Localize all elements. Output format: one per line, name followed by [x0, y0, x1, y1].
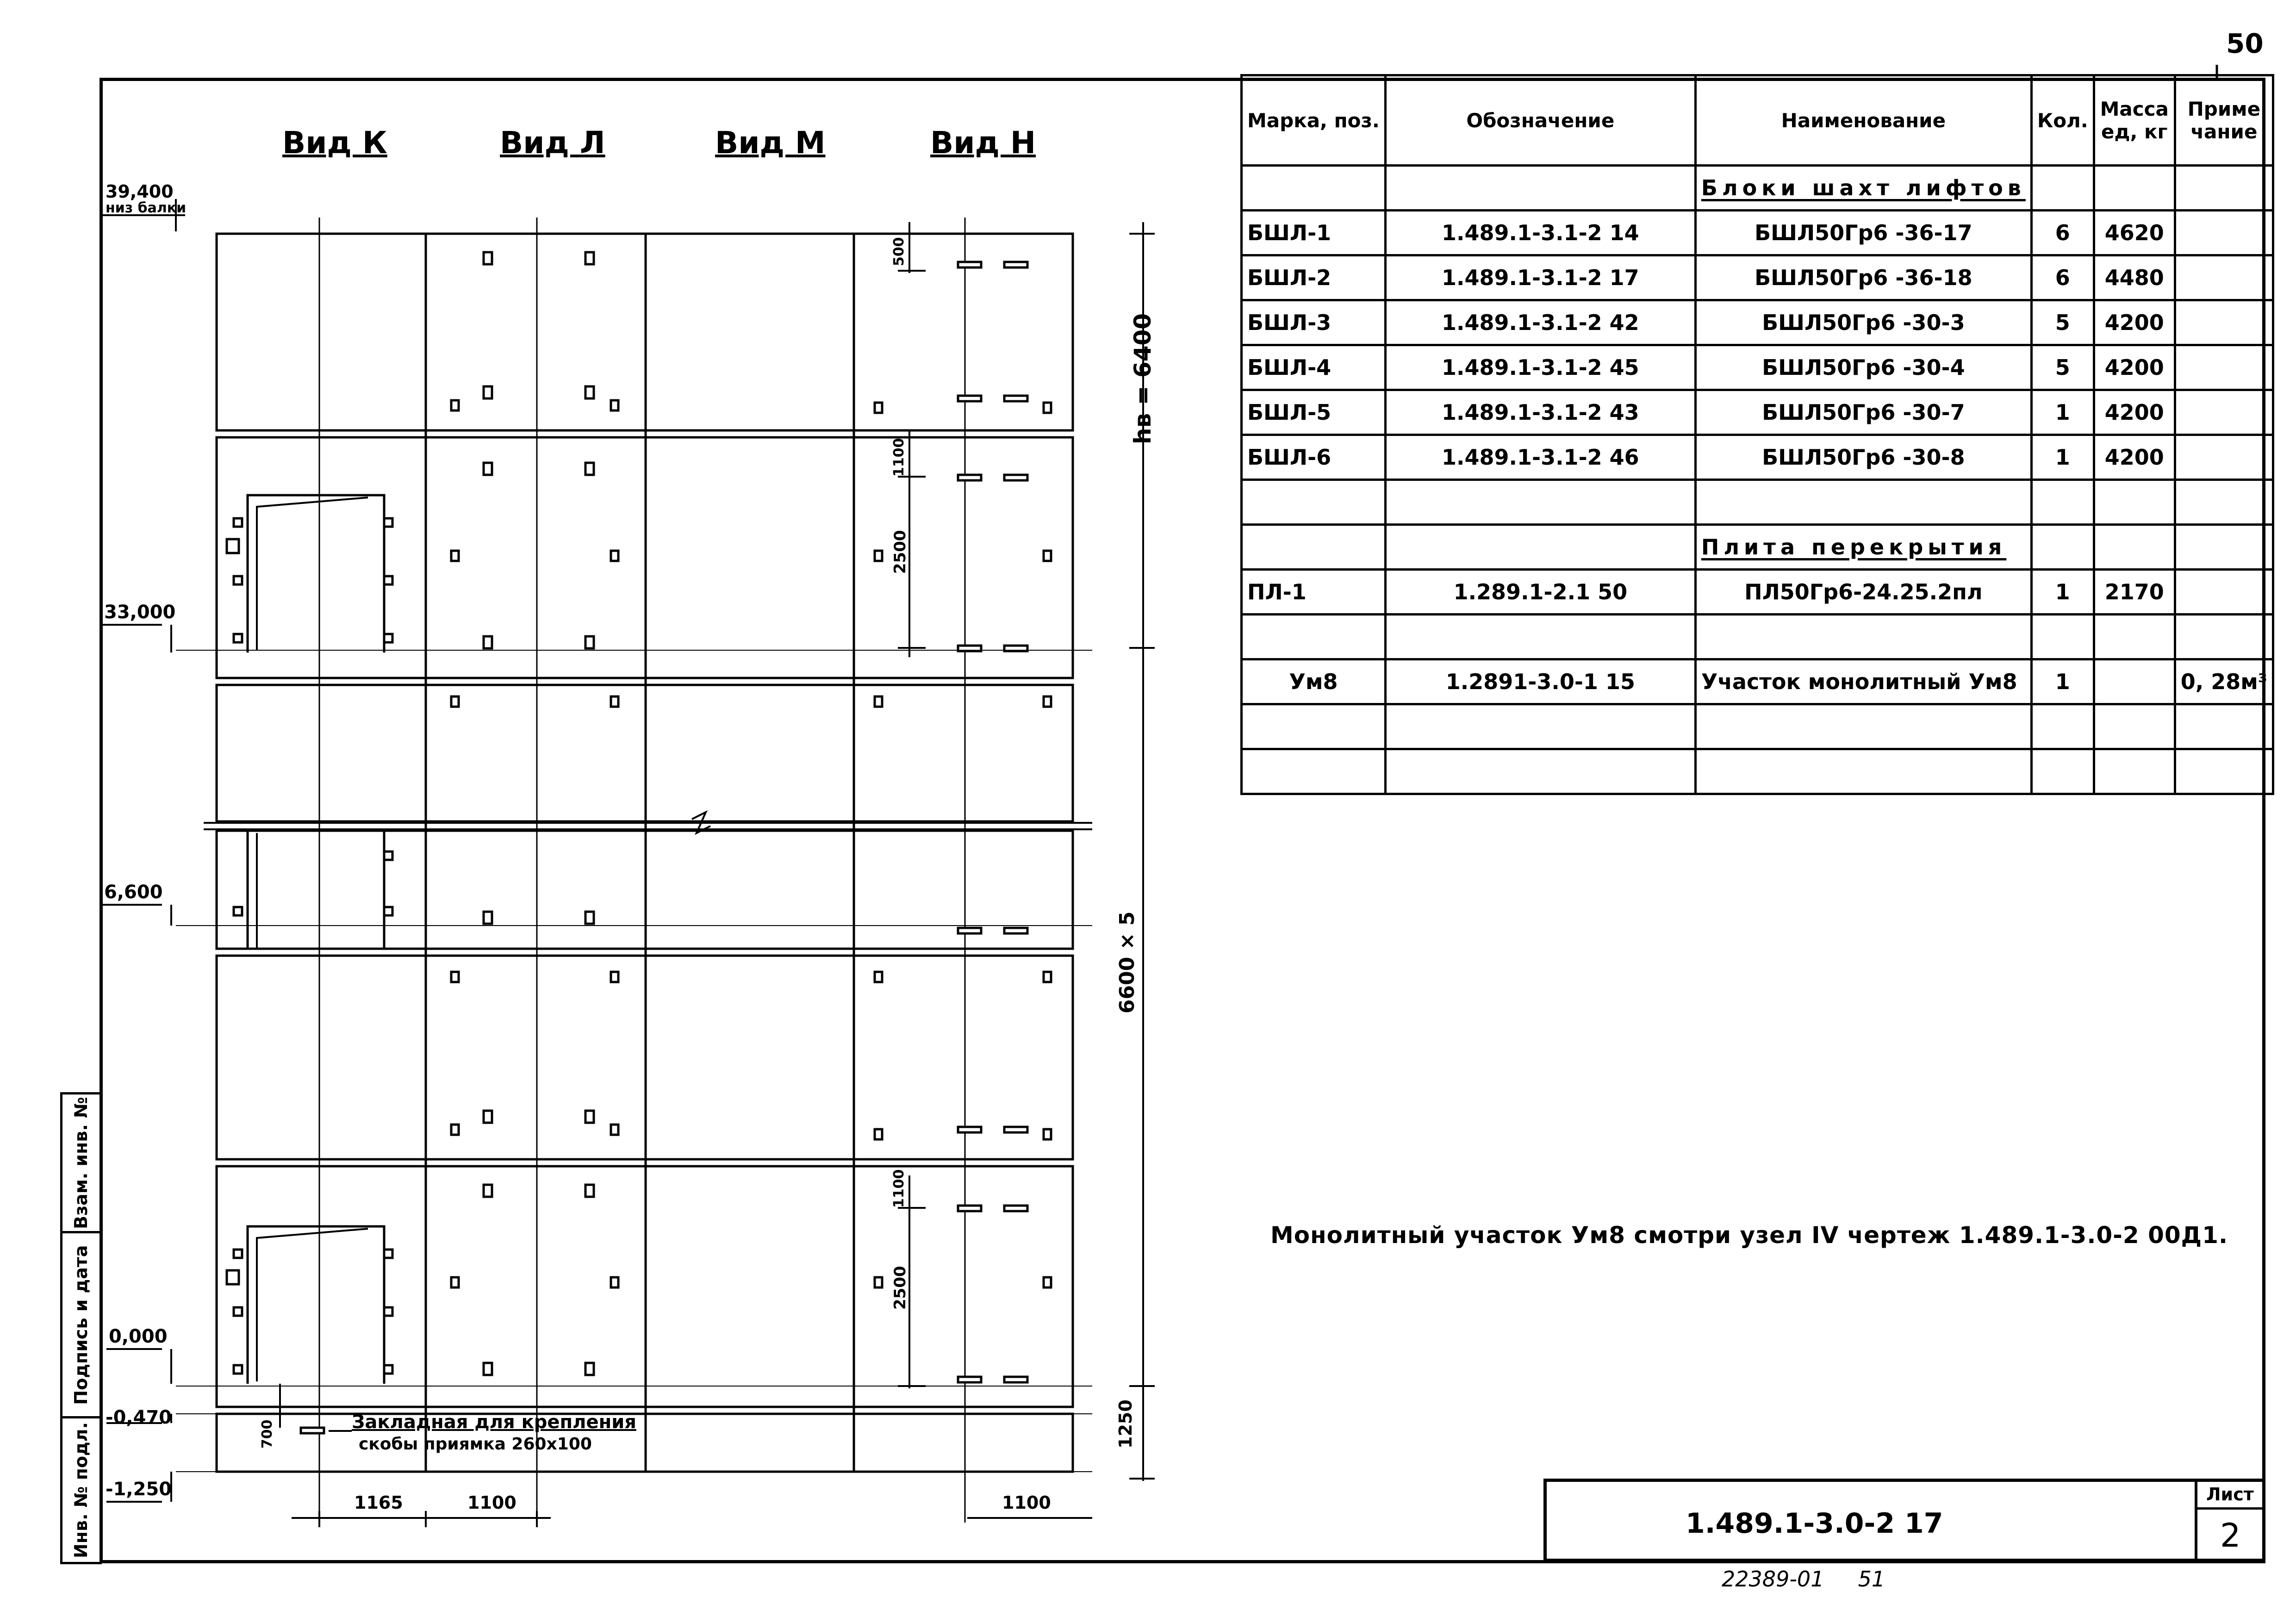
cell-name: БШЛ50Гр6 -36-18 — [1695, 255, 2031, 300]
general-note: Монолитный участок Ум8 смотри узел IV чертеж 1.489.1-3.0-2 00Д1. — [1270, 1222, 2228, 1249]
elev-33000: 33,000 — [104, 602, 176, 623]
cell-mark: БШЛ-4 — [1242, 345, 1386, 390]
cell-mass: 4200 — [2094, 435, 2175, 480]
table-row — [1242, 345, 2273, 390]
hdr-mark: Марка, поз. — [1242, 75, 1386, 166]
cell-designation: 1.489.1-3.1-2 17 — [1385, 255, 1695, 300]
cell-mass — [2094, 659, 2175, 704]
hdr-designation: Обозначение — [1385, 75, 1695, 166]
cell-note — [2175, 390, 2273, 435]
title-stamp — [1543, 1479, 2265, 1562]
cell-name: БШЛ50Гр6 -36-17 — [1695, 211, 2031, 255]
cell-note — [2175, 255, 2273, 300]
section-blocks-row — [1242, 166, 2273, 211]
cell-note — [2175, 570, 2273, 615]
cell-mass: 2170 — [2094, 570, 2175, 615]
cell-qty: 5 — [2031, 300, 2094, 345]
dim-repeat: 6600 × 5 — [1115, 911, 1139, 1014]
view-title-n: Вид Н — [930, 125, 1036, 161]
cell-mass: 4200 — [2094, 345, 2175, 390]
elev-minus-0470: -0,470 — [106, 1407, 172, 1428]
cell-designation: 1.489.1-3.1-2 14 — [1385, 211, 1695, 255]
cell-designation: 1.489.1-3.1-2 46 — [1385, 435, 1695, 480]
elev-beam-bottom: низ балки — [106, 200, 187, 216]
cell-name: БШЛ50Гр6 -30-4 — [1695, 345, 2031, 390]
cell-designation: 1.489.1-3.1-2 43 — [1385, 390, 1695, 435]
cell-mass: 4200 — [2094, 300, 2175, 345]
dim-1100-bottom: 1100 — [891, 1169, 907, 1208]
cell-designation: 1.489.1-3.1-2 42 — [1385, 300, 1695, 345]
hdr-mass: Масса ед, кг — [2094, 75, 2175, 166]
cell-qty: 1 — [2031, 570, 2094, 615]
spec-header — [1242, 75, 2273, 166]
page-number: 50 — [2226, 28, 2264, 59]
cell-name: ПЛ50Гр6-24.25.2пл — [1695, 570, 2031, 615]
elev-0000: 0,000 — [109, 1326, 168, 1347]
embed-note-line1: Закладная для крепления — [352, 1412, 636, 1433]
cell-name: Участок монолитный Ум8 — [1695, 659, 2031, 704]
cell-qty: 1 — [2031, 435, 2094, 480]
view-title-k: Вид К — [282, 125, 387, 161]
table-row — [1242, 300, 2273, 345]
embed-note-line2: скобы приямка 260х100 — [359, 1435, 592, 1454]
dim-1100-w2: 1100 — [1002, 1492, 1051, 1513]
view-title-m: Вид М — [715, 125, 826, 161]
table-row — [1242, 435, 2273, 480]
table-row — [1242, 390, 2273, 435]
cell-qty: 1 — [2031, 390, 2094, 435]
table-row — [1242, 211, 2273, 255]
section-plate: Плита перекрытия — [1695, 525, 2031, 570]
bottom-number: 22389-01 51 — [1722, 1567, 1885, 1592]
dim-hb: hв = 6400 — [1129, 313, 1156, 444]
section-plate-row — [1242, 525, 2273, 570]
cell-mark: БШЛ-5 — [1242, 390, 1386, 435]
stamp-sheet-number: 2 — [2220, 1517, 2241, 1555]
elev-6600: 6,600 — [104, 882, 163, 903]
side-label-replace: Взам. инв. № — [71, 1096, 91, 1229]
table-row-empty — [1242, 480, 2273, 525]
cell-note: 0, 28м³ — [2175, 659, 2273, 704]
cell-designation: 1.289.1-2.1 50 — [1385, 570, 1695, 615]
cell-name: БШЛ50Гр6 -30-7 — [1695, 390, 2031, 435]
cell-name: БШЛ50Гр6 -30-8 — [1695, 435, 2031, 480]
dim-1100-w1: 1100 — [467, 1492, 516, 1513]
cell-note — [2175, 300, 2273, 345]
elev-39400: 39,400 — [106, 181, 174, 202]
table-row — [1242, 570, 2273, 615]
cell-mark: Ум8 — [1242, 659, 1386, 704]
cell-designation: 1.2891-3.0-1 15 — [1385, 659, 1695, 704]
cell-mark: БШЛ-3 — [1242, 300, 1386, 345]
table-row — [1242, 255, 2273, 300]
table-row — [1242, 659, 2273, 704]
cell-qty: 6 — [2031, 211, 2094, 255]
table-row-empty — [1242, 749, 2273, 794]
dim-2500-top: 2500 — [891, 530, 909, 574]
table-row-empty — [1242, 704, 2273, 749]
view-title-l: Вид Л — [500, 125, 605, 161]
elev-minus-1250: -1,250 — [106, 1479, 172, 1500]
cell-mark: ПЛ-1 — [1242, 570, 1386, 615]
cell-qty: 5 — [2031, 345, 2094, 390]
cell-mass: 4480 — [2094, 255, 2175, 300]
hdr-qty: Кол. — [2031, 75, 2094, 166]
cell-note — [2175, 345, 2273, 390]
cell-designation: 1.489.1-3.1-2 45 — [1385, 345, 1695, 390]
cell-mark: БШЛ-2 — [1242, 255, 1386, 300]
dim-1165: 1165 — [354, 1492, 403, 1513]
cell-name: БШЛ50Гр6 -30-3 — [1695, 300, 2031, 345]
spec-table — [1240, 74, 2274, 795]
dim-1100-top: 1100 — [891, 438, 907, 477]
dim-2500-bottom: 2500 — [891, 1266, 909, 1310]
cell-mark: БШЛ-6 — [1242, 435, 1386, 480]
cell-note — [2175, 435, 2273, 480]
hdr-name: Наименование — [1695, 75, 2031, 166]
cell-mark: БШЛ-1 — [1242, 211, 1386, 255]
cell-qty: 6 — [2031, 255, 2094, 300]
side-label-sign: Подпись и дата — [71, 1244, 91, 1405]
cell-qty: 1 — [2031, 659, 2094, 704]
cell-note — [2175, 211, 2273, 255]
stamp-code: 1.489.1-3.0-2 17 — [1686, 1507, 1943, 1540]
table-row-empty — [1242, 615, 2273, 659]
cell-mass: 4200 — [2094, 390, 2175, 435]
hdr-note: Приме чание — [2175, 75, 2273, 166]
cell-mass: 4620 — [2094, 211, 2175, 255]
dim-1250: 1250 — [1115, 1399, 1136, 1449]
side-label-inv: Инв. № подл. — [71, 1422, 91, 1559]
dim-700: 700 — [259, 1419, 275, 1449]
dim-500: 500 — [891, 237, 907, 266]
section-blocks: Блоки шахт лифтов — [1695, 166, 2031, 211]
stamp-sheet-label: Лист — [2206, 1484, 2254, 1505]
